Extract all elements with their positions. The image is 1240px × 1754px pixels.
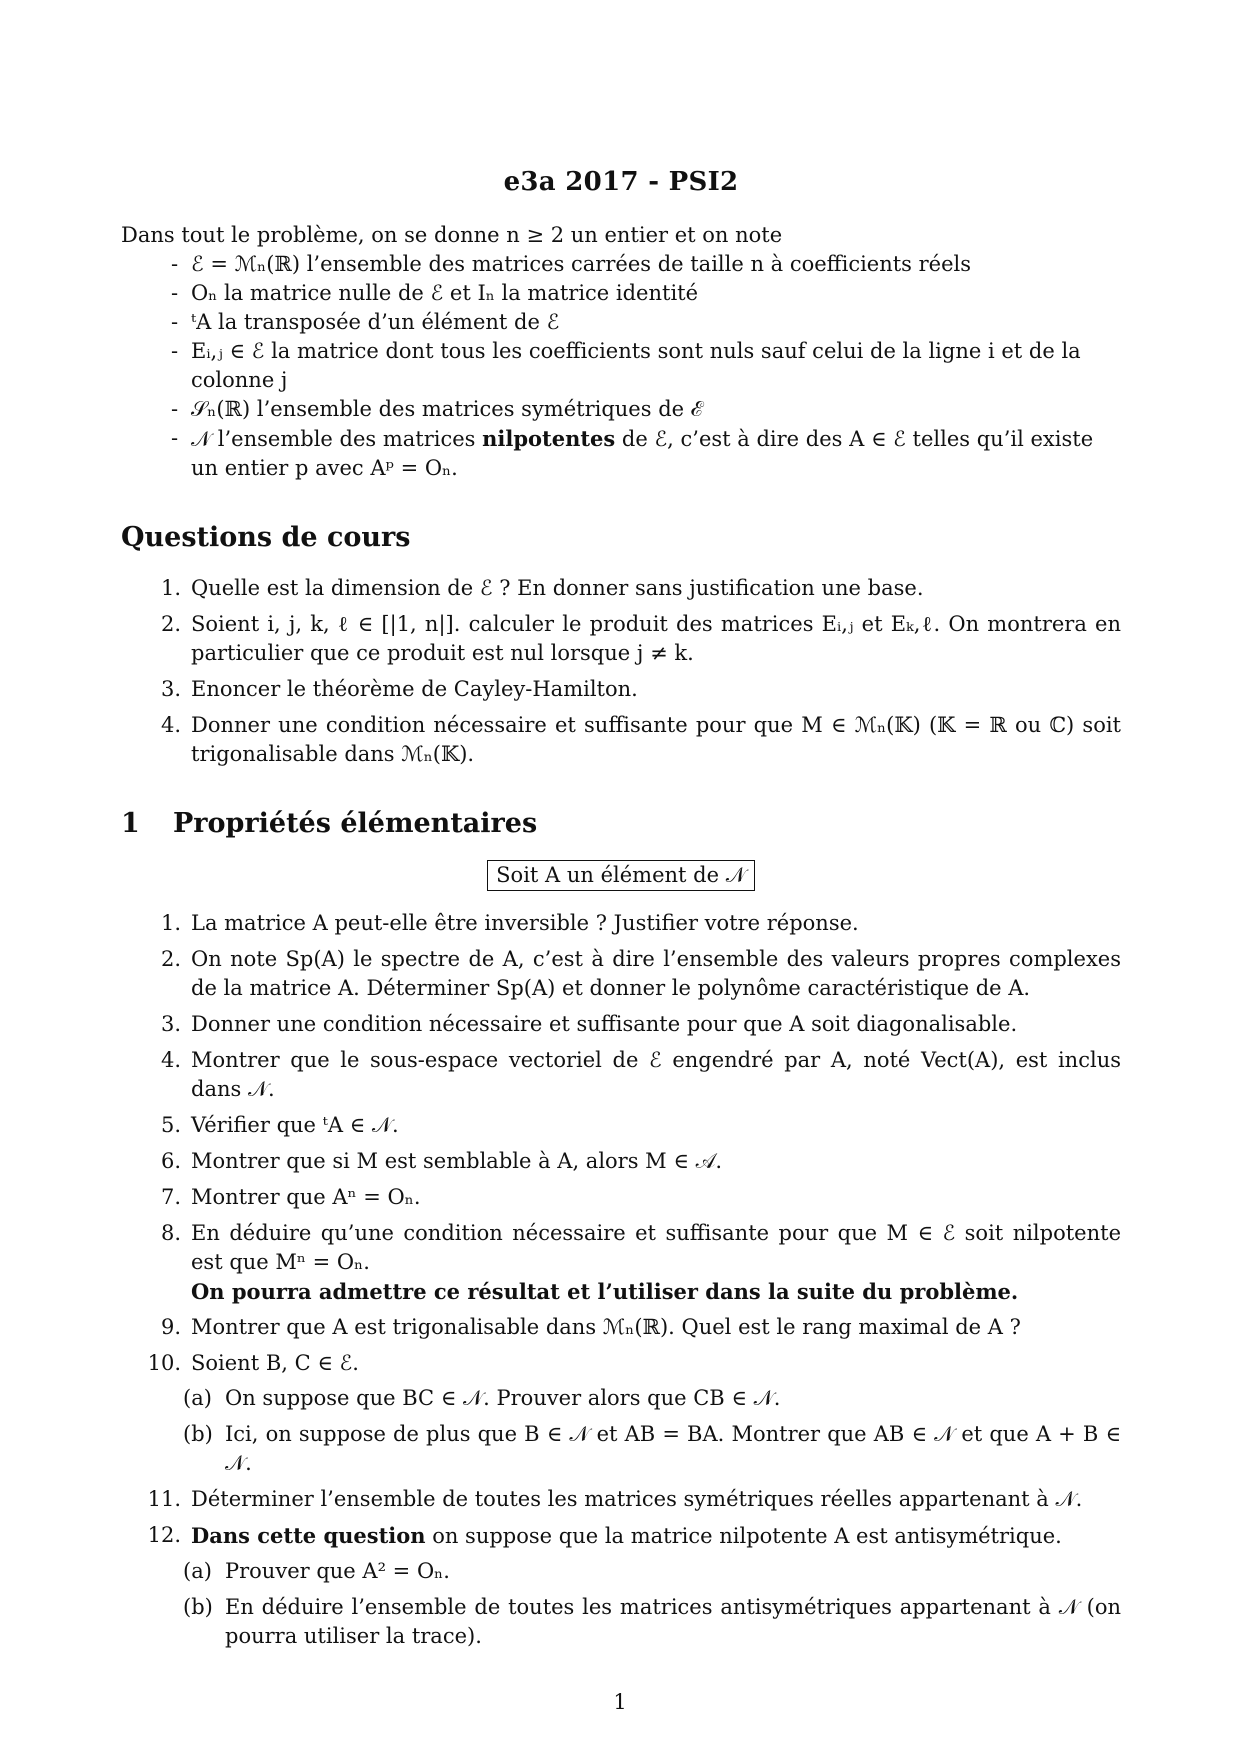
question-item — [121, 574, 1121, 603]
subquestion-item — [183, 1593, 1121, 1651]
boxed-statement-wrap — [121, 860, 1121, 891]
subquestion-item — [183, 1384, 1121, 1413]
question-text: Soient B, C ∈ ℰ. — [191, 1351, 359, 1375]
question-number: 3. — [160, 677, 181, 701]
subquestion-text: Prouver que A² = Oₙ. — [225, 1559, 450, 1583]
question-text: On note Sp(A) le spectre de A, c’est à dire l’ensemble des valeurs propres complexes de la matrice A. Déterminer Sp(A) et donner le polynôme caractéristique de A. — [191, 947, 1121, 1000]
question-text: Montrer que le sous-espace vectoriel de ℰ engendré par A, noté Vect(A), est inclus dans 𝒩. — [191, 1048, 1121, 1101]
notation-text: 𝒩 l’ensemble des matrices — [191, 427, 483, 451]
notation-item: - Oₙ la matrice nulle de ℰ et Iₙ la matrice identité — [171, 279, 1121, 308]
question-number: 7. — [160, 1185, 181, 1209]
subquestion-label: (a) — [183, 1386, 212, 1410]
question-number: 1. — [160, 911, 181, 935]
subquestion-list — [183, 1384, 1121, 1478]
question-bold-lead: Dans cette question — [191, 1523, 426, 1548]
question-number: 3. — [160, 1012, 181, 1036]
notation-text: de ℰ, c’est à dire des A ∈ ℰ telles qu’il existe un entier p avec Aᵖ = Oₙ. — [191, 427, 1094, 480]
section-heading-1 — [121, 809, 1121, 838]
question-item — [121, 675, 1121, 704]
question-item — [121, 909, 1121, 938]
question-text: La matrice A peut-elle être inversible ? Justifier votre réponse. — [191, 911, 859, 935]
question-text: Montrer que Aⁿ = Oₙ. — [191, 1185, 421, 1209]
page-number: 1 — [613, 1690, 627, 1714]
question-number: 1. — [160, 576, 181, 600]
question-number: 5. — [160, 1113, 181, 1137]
question-number: 12. — [147, 1523, 181, 1547]
question-text: Déterminer l’ensemble de toutes les matrices symétriques réelles appartenant à 𝒩. — [191, 1487, 1083, 1511]
question-number: 4. — [160, 713, 181, 737]
question-number: 9. — [160, 1315, 181, 1339]
boxed-statement: Soit A un élément de 𝒩 — [487, 860, 755, 891]
question-text: Montrer que A est trigonalisable dans ℳₙ(ℝ). Quel est le rang maximal de A ? — [191, 1315, 1021, 1339]
section-number: 1 — [121, 808, 140, 839]
question-text: Montrer que si M est semblable à A, alors M ∈ 𝒜. — [191, 1149, 723, 1173]
question-number: 2. — [160, 947, 181, 971]
section-heading-cours: Questions de cours — [121, 522, 411, 553]
page-content — [121, 168, 1121, 1658]
subquestion-text: En déduire l’ensemble de toutes les matrices antisymétriques appartenant à 𝒩 (on pourra utiliser la trace). — [225, 1595, 1121, 1648]
question-item — [121, 1313, 1121, 1342]
question-text: Soient i, j, k, ℓ ∈ [|1, n|]. calculer le produit des matrices Eᵢ,ⱼ et Eₖ,ℓ. On montrera en particulier que ce produit est nul lorsque j ≠ k. — [191, 612, 1121, 665]
question-item — [121, 1521, 1121, 1651]
question-text: Donner une condition nécessaire et suffisante pour que A soit diagonalisable. — [191, 1012, 1018, 1036]
question-text: Quelle est la dimension de ℰ ? En donner sans justification une base. — [191, 576, 924, 600]
notation-item: - ℰ = ℳₙ(ℝ) l’ensemble des matrices carrées de taille n à coefficients réels — [171, 250, 1121, 279]
subquestion-label: (b) — [183, 1422, 213, 1446]
question-item — [121, 1485, 1121, 1514]
question-text: En déduire qu’une condition nécessaire et suffisante pour que M ∈ ℰ soit nilpotente est que Mⁿ = Oₙ. — [191, 1221, 1121, 1274]
section-title: Propriétés élémentaires — [173, 808, 538, 839]
subquestion-text: Ici, on suppose de plus que B ∈ 𝒩 et AB = BA. Montrer que AB ∈ 𝒩 et que A + B ∈ 𝒩. — [225, 1422, 1121, 1475]
question-text: on suppose que la matrice nilpotente A est antisymétrique. — [425, 1524, 1062, 1548]
subquestion-item — [183, 1557, 1121, 1586]
subquestion-label: (a) — [183, 1559, 212, 1583]
question-text: Vérifier que ᵗA ∈ 𝒩. — [191, 1113, 399, 1137]
document-title: e3a 2017 - PSI2 — [503, 167, 739, 197]
question-item — [121, 945, 1121, 1003]
nilpotentes-term: nilpotentes — [482, 426, 616, 451]
intro-lead: Dans tout le problème, on se donne n ≥ 2 un entier et on note — [121, 223, 783, 247]
question-number: 2. — [160, 612, 181, 636]
question-item — [121, 711, 1121, 769]
cours-question-list — [121, 574, 1121, 769]
subquestion-list — [183, 1557, 1121, 1651]
question-text: Enoncer le théorème de Cayley-Hamilton. — [191, 677, 638, 701]
question-item — [121, 1183, 1121, 1212]
notation-item-nilpotent — [171, 424, 1121, 483]
subquestion-label: (b) — [183, 1595, 213, 1619]
question-item — [121, 610, 1121, 668]
question-text: Donner une condition nécessaire et suffisante pour que M ∈ ℳₙ(𝕂) (𝕂 = ℝ ou ℂ) soit trigonalisable dans ℳₙ(𝕂). — [191, 713, 1121, 766]
question-number: 6. — [160, 1149, 181, 1173]
question-number: 11. — [147, 1487, 181, 1511]
subquestion-item — [183, 1420, 1121, 1478]
question-item — [121, 1147, 1121, 1176]
question-item — [121, 1046, 1121, 1104]
question-item — [121, 1111, 1121, 1140]
question-number: 4. — [160, 1048, 181, 1072]
notation-item: - ᵗA la transposée d’un élément de ℰ — [171, 308, 1121, 337]
intro — [121, 221, 1121, 483]
question-item — [121, 1219, 1121, 1306]
notation-item: - Eᵢ,ⱼ ∈ ℰ la matrice dont tous les coefficients sont nuls sauf celui de la ligne i et de la colonne j — [171, 337, 1121, 395]
question-item — [121, 1010, 1121, 1039]
section1-question-list — [121, 909, 1121, 1651]
notation-item: - 𝒮ₙ(ℝ) l’ensemble des matrices symétriques de ℰ — [171, 395, 1121, 424]
question-number: 10. — [147, 1351, 181, 1375]
question-number: 8. — [160, 1221, 181, 1245]
question-item — [121, 1349, 1121, 1478]
subquestion-text: On suppose que BC ∈ 𝒩. Prouver alors que CB ∈ 𝒩. — [225, 1386, 781, 1410]
notation-list — [121, 250, 1121, 483]
admit-remark: On pourra admettre ce résultat et l’utiliser dans la suite du problème. — [191, 1279, 1019, 1304]
